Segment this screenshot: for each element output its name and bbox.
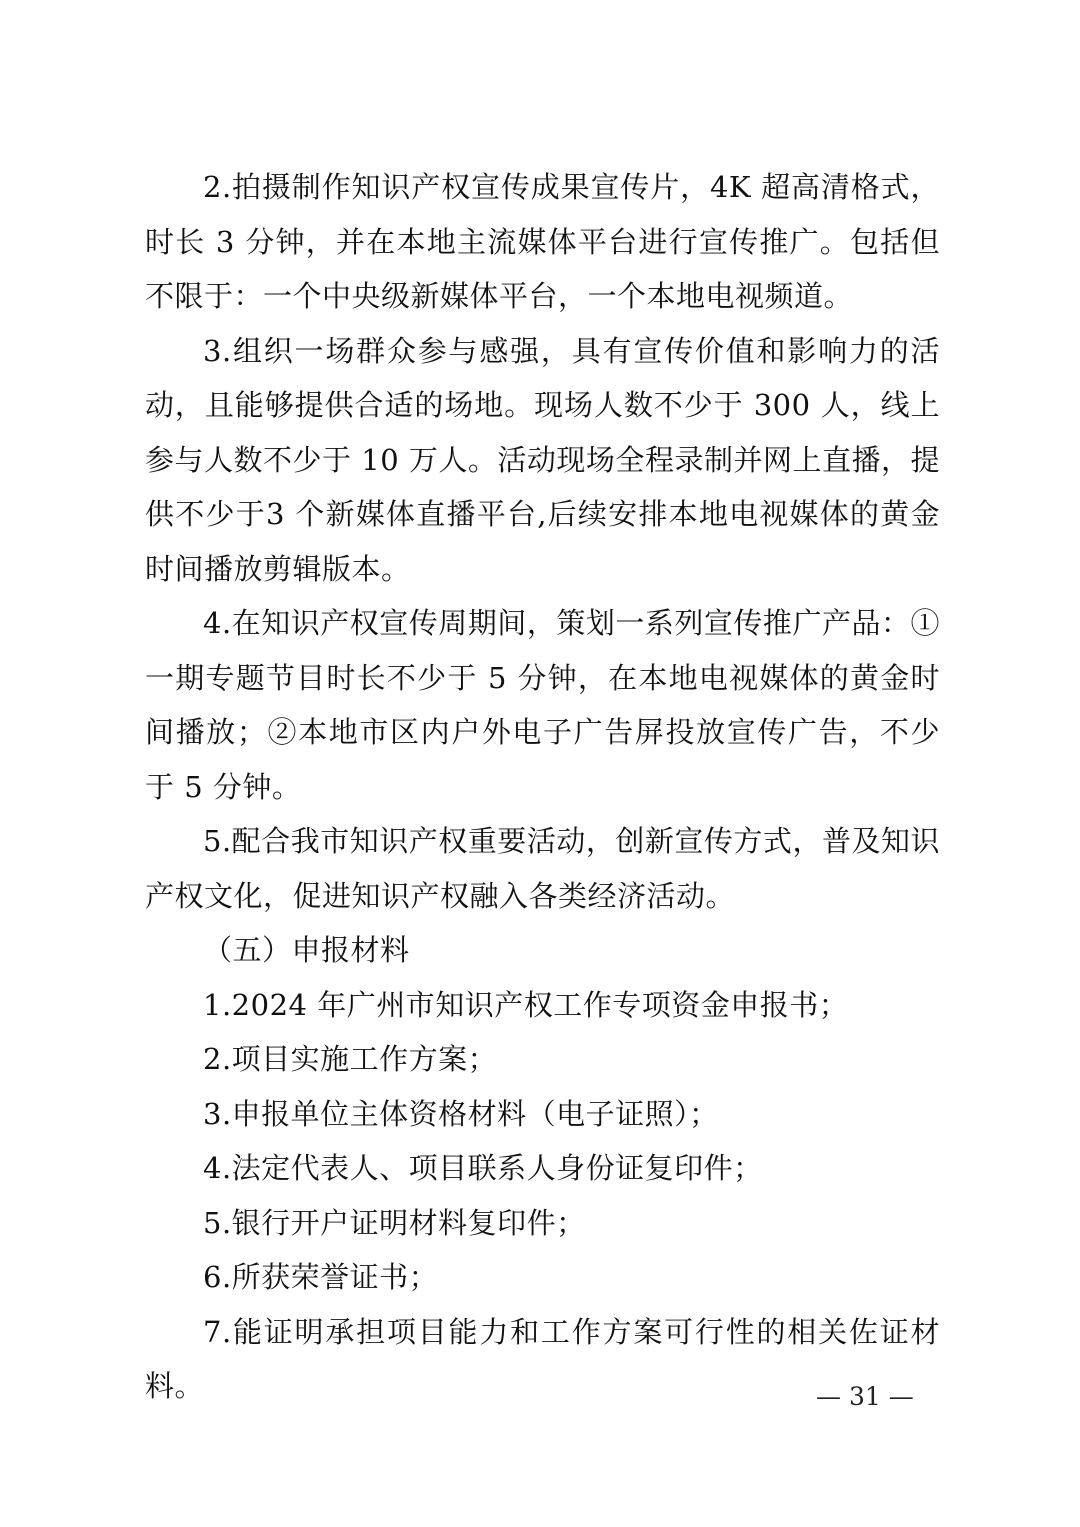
material-item-3: 3.申报单位主体资格材料（电子证照）； bbox=[203, 1096, 719, 1131]
material-item-5: 5.银行开户证明材料复印件； bbox=[203, 1205, 586, 1240]
section-heading: （五）申报材料 bbox=[203, 933, 410, 967]
paragraph-item-4: 4.在知识产权宣传周期间，策划一系列宣传推广产品：①一期专题节目时长不少于 5 分钟，在本地电视媒体的黄金时间播放；②本地市区内户外电子广告屏投放宣传广告，不少于 5 分钟。 bbox=[145, 606, 940, 804]
paragraph-item-5: 5.配合我市知识产权重要活动，创新宣传方式，普及知识产权文化，促进知识产权融入各类经济活动。 bbox=[145, 824, 940, 913]
paragraph-item-2: 2.拍摄制作知识产权宣传成果宣传片，4K 超高清格式，时长 3 分钟，并在本地主流媒体平台进行宣传推广。包括但不限于：一个中央级新媒体平台，一个本地电视频道。 bbox=[145, 170, 940, 313]
page-number: — 31 — bbox=[816, 1382, 914, 1411]
paragraph-item-3: 3.组织一场群众参与感强，具有宣传价值和影响力的活动，且能够提供合适的场地。现场人数不少于 300 人，线上参与人数不少于 10 万人。活动现场全程录制并网上直播，提供不少于3 个新媒体直播平台,后续安排本地电视媒体的黄金时间播放剪辑版本。 bbox=[145, 333, 940, 586]
material-item-1: 1.2024 年广州市知识产权工作专项资金申报书； bbox=[203, 987, 849, 1022]
material-item-6: 6.所获荣誉证书； bbox=[203, 1260, 439, 1294]
material-item-7: 7.能证明承担项目能力和工作方案可行性的相关佐证材料。 bbox=[145, 1314, 940, 1403]
material-item-4: 4.法定代表人、项目联系人身份证复印件； bbox=[203, 1151, 763, 1185]
document-body bbox=[145, 160, 940, 1414]
material-item-2: 2.项目实施工作方案； bbox=[203, 1042, 498, 1076]
